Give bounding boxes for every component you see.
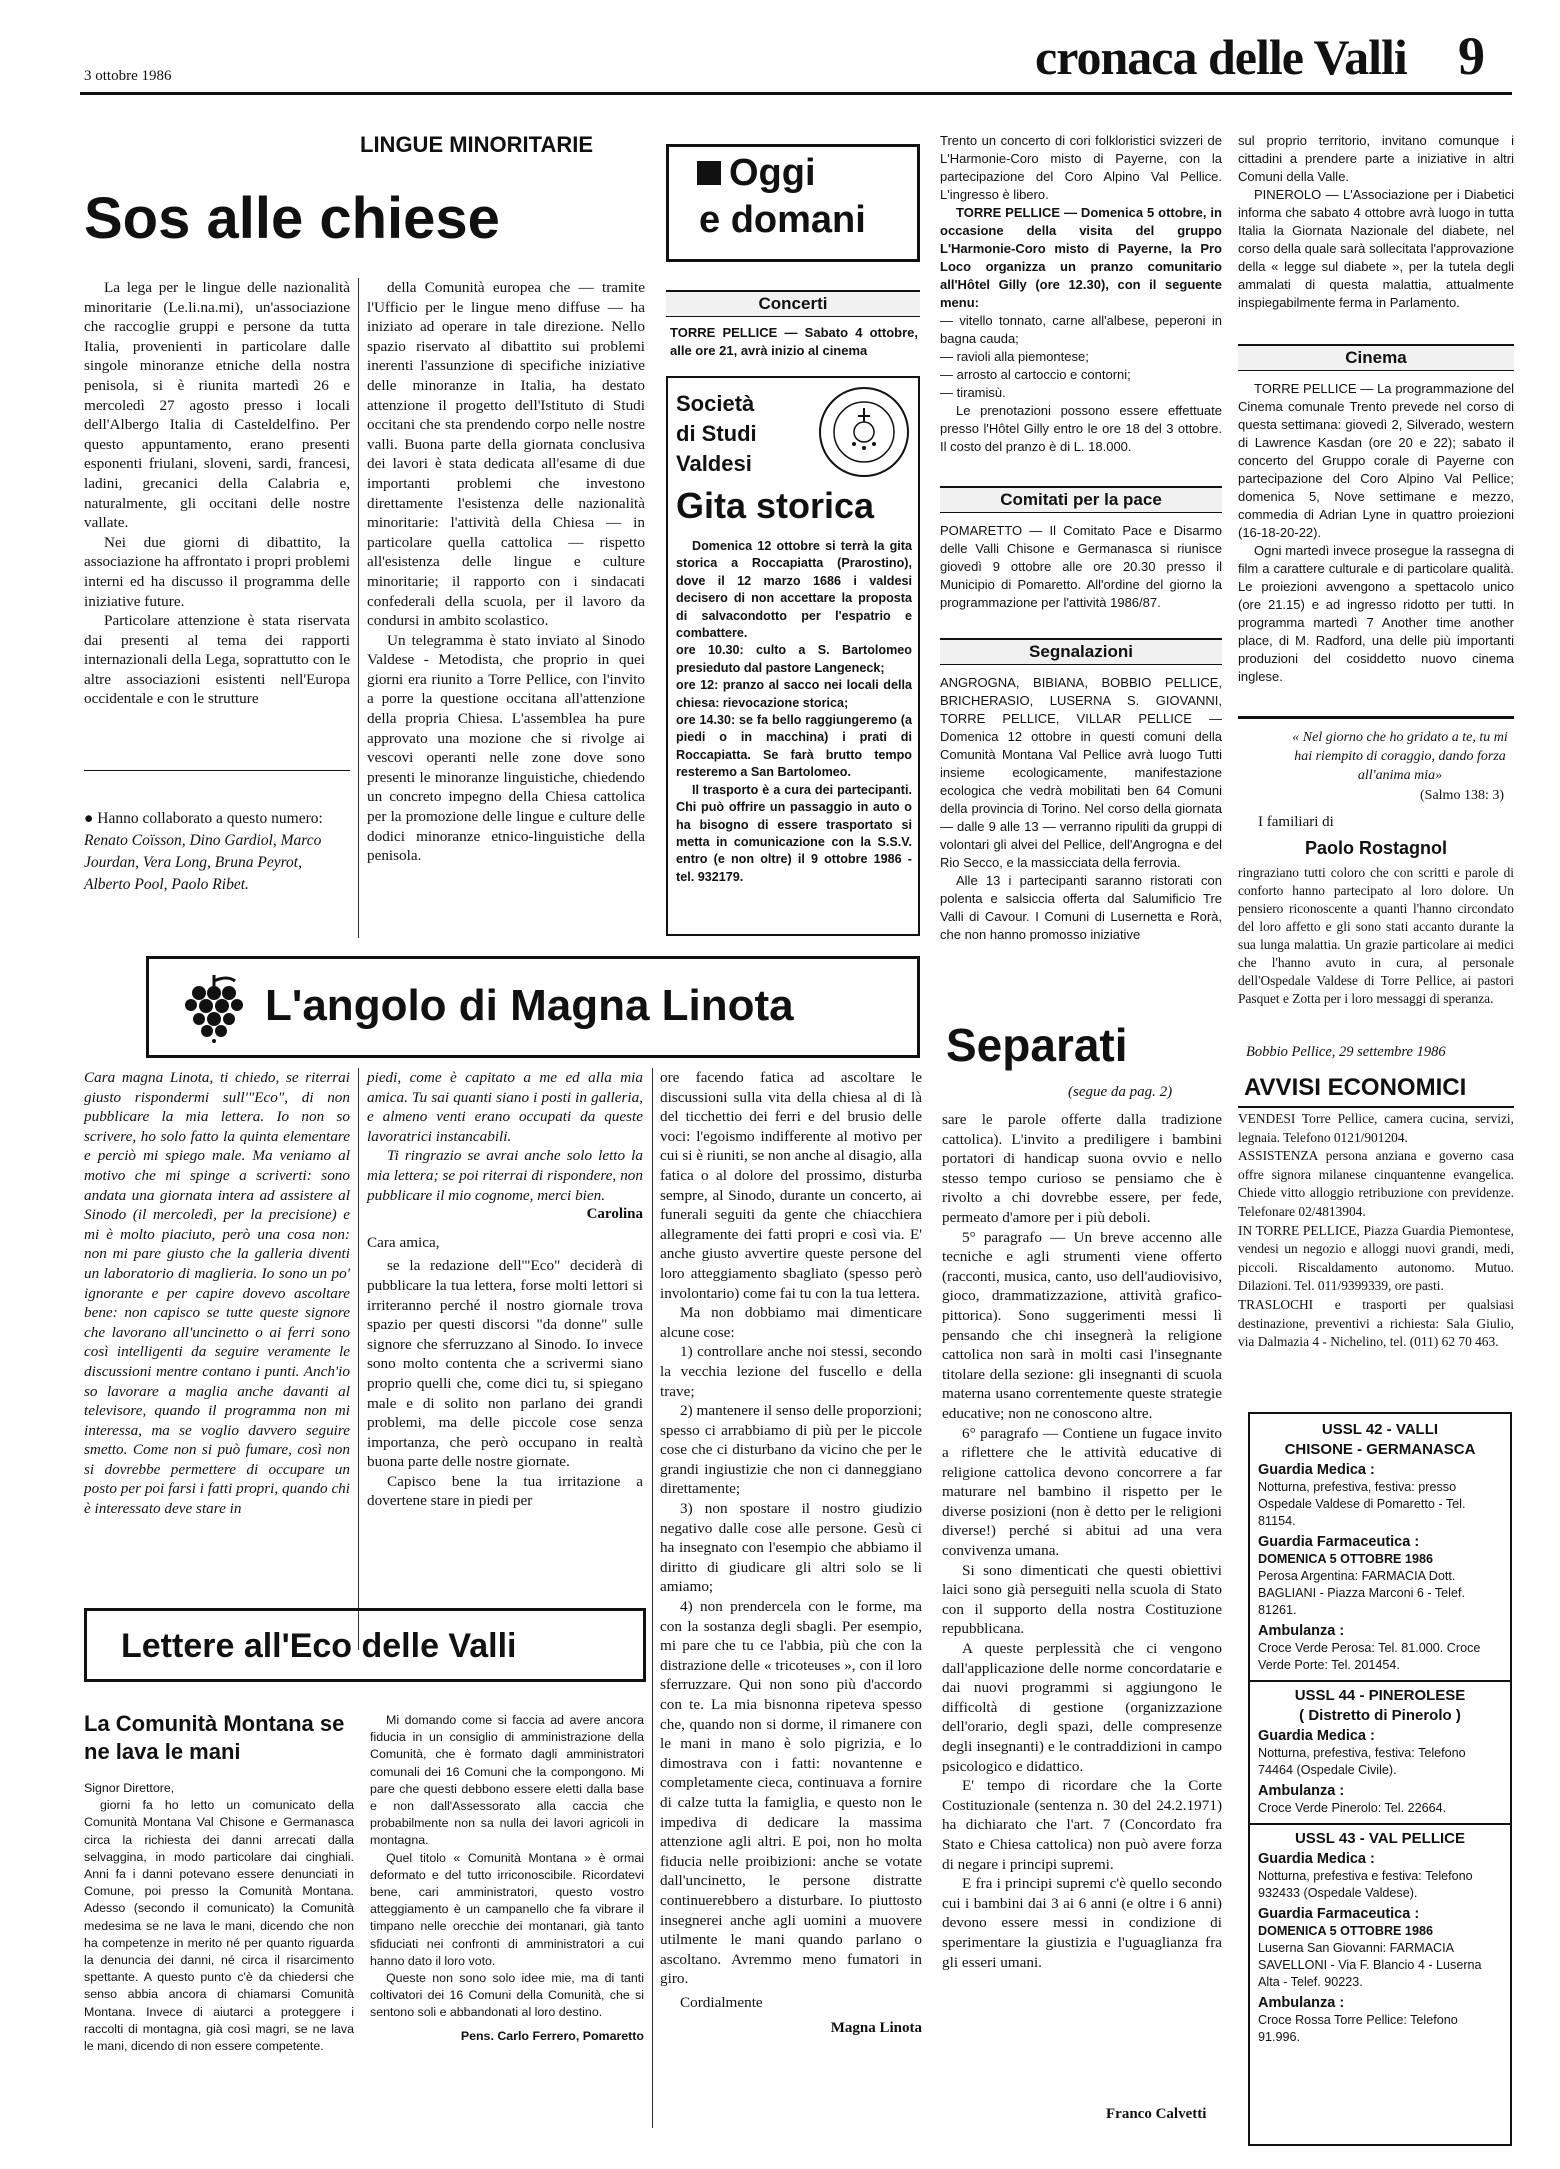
cinema-p2: Ogni martedì invece prosegue la rassegna di film a carattere culturale e di particolare qualità. Le proiezioni avvengono a spettacolo unico (ore 21.15) e ad ingresso ridotto per tutti. In programma martedì 7 Another time another place, di M. Radford, una delle più importanti produzioni del cosiddetto nuovo cinema inglese. [1238, 543, 1514, 684]
segnalazioni-text [940, 674, 1222, 944]
gita-text [676, 538, 912, 886]
col5-top [1238, 132, 1514, 312]
avvisi-rule [1238, 1106, 1514, 1108]
reply-list-2: 2) mantenere il senso delle proporzioni; spesso ci arrabbiamo di più per le piccole cose che ci disturbano da vicino che per le grandi ingiustizie che non ci danneggiano direttamente; [660, 1402, 922, 1498]
page-number: 9 [1458, 26, 1485, 86]
ussl44-amb-head: Ambulanza : [1258, 1783, 1345, 1799]
lingue-col-divider [358, 278, 359, 938]
lingue-col2-p2: Un telegramma è stato inviato al Sinodo Valdese - Metodista, che proprio in quei giorni era riunito a Torre Pellice, con l'invito a porre la questione occitana all'attenzione della propria Chiesa. L'assemblea ha pure approvato una mozione che si rivolge ai vescovi operanti nelle zone dove sono presenti le minoranze linguistiche, chiedendo un concreto impegno della Chiesa cattolica per la promozione delle lingue e culture delle dodici minoranze etnico-linguistiche della penisola. [367, 631, 645, 865]
oggi-title-2: e domani [699, 199, 866, 241]
square-bullet-icon [697, 161, 721, 185]
ussl44-gm: Notturna, prefestiva, festiva: Telefono 74464 (Ospedale Civile). [1258, 1746, 1466, 1777]
comunita-p1: giorni fa ho letto un comunicato della Comunità Montana Val Chisone e Germanasca circa la richiesta dei danni arrecati dalla selvaggina, in modo particolare dai cinghiali. Anni fa i danni potevano essere denunciati in Comune, poi presso la Comunità Montana. Adesso (secondo il comunicato) la Comunità medesima se ne lava le mani, dicendo che non ha competenze in merito né per quanto riguarda la denuncia dei danni, né circa il risarcimento spettante. A questo punto c'è da chiedersi che senso abbia ancora di chiamarsi Comunità Montana. Invece di aiutarci a proteggere i raccolti di montagna, già così magri, se ne lava le mani, dicendo di non essere competente. [84, 1798, 354, 2054]
reply-list-1: 1) controllare anche noi stessi, secondo la vecchia lezione del fuscello e della trave; [660, 1343, 922, 1400]
ussl44-title-2: ( Distretto di Pinerolo ) [1299, 1707, 1461, 1724]
gita-sched-1: ore 10.30: culto a S. Bartolomeo presieduto dal pastore Langeneck; [676, 643, 912, 675]
angolo-box [146, 956, 920, 1058]
page-date: 3 ottobre 1986 [84, 68, 172, 84]
menu-1: — vitello tonnato, carne all'albese, peperoni in bagna cauda; [940, 313, 1222, 346]
letter-col-1: Cara magna Linota, ti chiedo, se riterrai giusto rispondermi sull'"Eco", di non pubblicare la mia lettera. Io non so scrivere, ho solo fatto la quinta elementare e perciò mi spiego male. Ma veniamo al motivo che mi spinge a scriverti: sono andata una giornata intera ad assistere al Sinodo (il mercoledì, per la precisione) e mi è molto piaciuto, però una cosa non: non mi pare giusto che la galleria diventi un laboratorio di maglieria. Io sono un po' ignorante e per capire dovevo ascoltare bene: non capisco se tutte queste signore che lavorano all'uncinetto o ai ferri sono così intelligenti da seguire veramente le discussioni mentre contano i punti. Anch'io so lavorare a maglia anche davanti al televisore, quando il programma non mi interessa, ma se voglio davvero seguire smetto. Come non si può fumare, così non si dovrebbe permettere di occupare un posto per poi farsi i fatti propri, quando chi è interessato deve stare in [84, 1069, 350, 1518]
separati-p2: 5° paragrafo — Un breve accenno alle tecniche e agli strumenti viene offerto (racconti, musica, canto, uso dell'audiovisivo, gioco, drammatizzazione, attività grafico-pittorica). Sono suggerimenti messi lì pensando che chi insegnerà la religione cattolica non sarà in molti casi l'insegnante titolare della sezione: gli insegnanti di scuola materna usano correntemente queste strategie educative; non ne conoscono altre. [942, 1228, 1222, 1422]
ussl44-amb: Croce Verde Pinerolo: Tel. 22664. [1258, 1801, 1447, 1815]
separati-seguito: (segue da pag. 2) [1068, 1084, 1173, 1100]
torre-pellice-pranzo: TORRE PELLICE — Domenica 5 ottobre, in occasione della visita del gruppo L'Harmonie-Coro misto di Payerne, la Pro Loco organizza un pranzo comunitario all'Hôtel Gilly (ore 12.30), con il seguente menu: [940, 205, 1222, 310]
necro-quote: « Nel giorno che ho gridato a te, tu mi hai riempito di coraggio, dando forza all'anima mia» [1292, 730, 1508, 783]
avviso-1: VENDESI Torre Pellice, camera cucina, servizi, legnaia. Telefono 0121/901204. [1238, 1111, 1514, 1145]
ussl42-gf-date: DOMENICA 5 OTTOBRE 1986 [1258, 1552, 1433, 1566]
ussl44-gm-head: Guardia Medica : [1258, 1728, 1375, 1744]
separati-text [942, 1110, 1222, 1972]
ussl42-gf: Perosa Argentina: FARMACIA Dott. BAGLIANI - Piazza Marconi 6 - Telef. 81261. [1258, 1569, 1465, 1617]
separati-p6: E' tempo di ricordare che la Corte Costituzionale (sentenza n. 30 del 24.2.1971) ha dichiarato che l'art. 7 (Concordato fra Stato e Chiesa cattolica) non può avere forza di negare i principi supremi. [942, 1777, 1222, 1873]
comitati-header: Comitati per la pace [940, 486, 1222, 513]
lingue-col1-p3: Particolare attenzione è stata riservata dai presenti al tema dei rapporti internazionali della Lega, soprattutto con le altre associazioni esistenti nell'Europa occidentale e con le strutture [84, 612, 350, 708]
necro-name: Paolo Rostagnol [1304, 838, 1447, 858]
ussl42-title-1: USSL 42 - VALLI [1321, 1421, 1439, 1438]
lingue-title: Sos alle chiese [84, 186, 500, 251]
separati-author: Franco Calvetti [1106, 2106, 1207, 2122]
reply-opening: Cara amica, [367, 1233, 440, 1251]
grapes-icon [179, 971, 249, 1043]
reply-signature: Magna Linota [830, 2019, 922, 2036]
ussl-box [1248, 1412, 1512, 2146]
angolo-divider-1 [358, 1068, 359, 1650]
oggi-title-1: Oggi [729, 152, 816, 194]
reply-closing: Cordialmente [680, 1993, 763, 2011]
menu-2: — ravioli alla piemontese; [940, 349, 1089, 364]
ussl44-title-1: USSL 44 - PINEROLESE [1294, 1687, 1466, 1704]
separati-p3: 6° paragrafo — Contiene un fugace invito a riflettere che le attività educative di religione cattolica devono concorrere a far maturare nel bambino il rispetto per le diverse posizioni (non è detto per le religioni diverse!) perché si abitui ad una vera convivenza umana. [942, 1424, 1222, 1560]
comitati-text: POMARETTO — Il Comitato Pace e Disarmo delle Valli Chisone e Germanasca si riunisce giovedì 9 ottobre alle ore 20.30 presso il Municipio di Pomaretto. All'ordine del giorno la programmazione per l'attività 1986/87. [940, 523, 1222, 610]
societa-line-1: Società [676, 391, 755, 416]
necro-intro: I familiari di [1258, 814, 1334, 830]
gita-title: Gita storica [676, 485, 875, 526]
necro-rule [1238, 716, 1514, 719]
separati-p1: sare le parole offerte dalla tradizione cattolica). L'invito a prediligere i bambini portatori di handicap suona ovvio e nello stesso tempo curioso se pensiamo che è rivolto a chi dovrebbe essere, per fede, permeato d'amore per i più deboli. [942, 1111, 1222, 1226]
letter-col-2 [367, 1068, 643, 1511]
lingue-col1-p1: La lega per le lingue delle nazionalità minoritarie (Le.li.na.mi), un'associazione che raccoglie gruppi e persone da tutta Italia, provenienti in particolare dalle singole minoranze etniche della nostra penisola, si è riunita martedì 26 e mercoledì 27 agosto presso i locali dell'Albergo Italia di Casteldelfino. Per questo appuntamento, erano presenti esponenti friulani, sloveni, sardi, francesi, ladini, grecanici della Calabria e, naturalmente, gli occitani delle nostre vallate. [84, 279, 350, 532]
concerti-header: Concerti [666, 290, 920, 317]
lingue-kicker: LINGUE MINORITARIE [360, 132, 594, 157]
cinema-p1: TORRE PELLICE — La programmazione del Cinema comunale Trento prevede nel corso di questa settimana: giovedì 2, Silverado, western di Lawrence Kasdan (ore 20 e 22); sabato il concerto del Gruppo corale di Payerne con partecipazione del Coro Alpino Val Pellice; domenica 5, Nove settimane e mezzo, commedia di Adrian Lyne in quattro proiezioni (16-18-20-22). [1238, 381, 1514, 540]
reply-col3-p1: ore facendo fatica ad ascoltare le discussioni sulla vita della chiesa al di là del ticchettio dei ferri e del brusio delle voci: l'egoismo indifferente al motivo per cui si è riuniti, se non anche al disagio, alla fatica o al dolore del prossimo, disturba sempre, al Sinodo, durante un concerto, ai funerali seguiti da gente che chiacchiera allegramente dei fatti propri e così via. E' anche giusto avvertire queste persone del loro atteggiamento sbagliato (spesso però involontario) come fai tu con la tua lettera. [660, 1069, 922, 1302]
separati-title: Separati [946, 1019, 1128, 1071]
cinema-text [1238, 380, 1514, 686]
collab-names: Renato Coïsson, Dino Gardiol, Marco Jourdan, Vera Long, Bruna Peyrot, Alberto Pool, Paolo Ribet. [84, 832, 322, 893]
avvisi-title: AVVISI ECONOMICI [1244, 1074, 1467, 1101]
comunita-p2: Mi domando come si faccia ad avere ancora fiducia in un consiglio di amministrazione della Comunità, che è formato dagli amministratori comunali dei 16 Comuni che la compongono. Mi pare che questi debbono essere eletti dalla base e non dall'Assessorato alla caccia che probabilmente non sa nulla dei lavori agricoli in montagna. [370, 1713, 644, 1848]
society-seal-icon [818, 386, 910, 478]
separati-p4: Si sono dimenticati che questi obiettivi laici sono già perseguiti nella scuola di Stato con il supporto della nostra Costituzione repubblicana. [942, 1561, 1222, 1638]
separati-p5: A queste perplessità che ci vengono dall'applicazione delle norme concordatarie e dai nuovi programmi si aggiungono le difficoltà di gestione (organizzazione dell'orario, degli spazi, delle compresenze degli insegnanti) e le contraddizioni in campo psicologico e didattico. [942, 1640, 1222, 1775]
collab-lead: Hanno collaborato a questo numero: [97, 810, 323, 827]
reply-p1: se la redazione dell'"Eco" deciderà di pubblicare la tua lettera, forse molti lettori si irriteranno perché il nostro giornale trova spazio per questi discorsi "da donne" sulle signore che sferruzzano al Sinodo. Io invece sono molto contenta che a scrivermi siano proprio quelli che, come dici tu, si spiegano male e di solito non parlano dei grandi problemi, ma delle piccole cose senza importanza, che però occupano in realtà buona parte delle nostre giornate. [367, 1257, 643, 1471]
letter-col2-p2: Ti ringrazio se avrai anche solo letto la mia lettera; se poi riterrai di rispondere, non pubblicare il mio cognome, merci bien. [367, 1147, 643, 1204]
collab-note [84, 808, 350, 896]
bullet-icon: ● [84, 810, 98, 827]
ussl43-gf-head: Guardia Farmaceutica : [1258, 1906, 1420, 1922]
comunita-p3: Quel titolo « Comunità Montana » è ormai deformato e del tutto irriconoscibile. Ricordatevi bene, cari amministratori, questo vostro atteggiamento è un campanello che fa vibrare il timpano nelle orecchie dei montanari, già tanto sfiduciati nei confronti di amministratori a cui hanno dato il loro voto. [370, 1850, 644, 1968]
col4-top [940, 132, 1222, 456]
societa-line-3: Valdesi [676, 451, 752, 476]
menu-4: — tiramisù. [940, 385, 1006, 400]
segnalazioni-header: Segnalazioni [940, 638, 1222, 665]
gita-sched-3: ore 14.30: se fa bello raggiungeremo (a piedi o in macchina) i prati di Roccapiatta. Se farà brutto tempo resteremo a San Bartolomeo. [676, 713, 912, 780]
reply-list-4: 4) non prendercela con le forme, ma con la sostanza degli sbagli. Per esempio, mi pare che tu ce l'abbia, più che con la distrazione delle « tricoteuses », con il loro sferruzzare. Qui non sono più d'accordo con te. La mia bisnonna ripeteva spesso che, quando non si dorme, il rimanere con le mani in mano è solo pigrizia, e lo dimostrava con i fatti: novantenne e completamente cieca, continuava a fornire di calze tutta la famiglia, e questo non le impediva di dedicare la massima attenzione agli altri. E poi, non ho molta fiducia nelle proibizioni: anche se votate dall'uncinetto, le persone distratte continuerebbero a disturbare. Io piuttosto insegnerei anche agli uomini a muovere utilmente le mani quando parlano o ascoltano. Avremmo meno fumatori in giro. [660, 1598, 922, 1988]
lingue-col-1 [84, 278, 350, 709]
ussl43-gf: Luserna San Giovanni: FARMACIA SAVELLONI - Via F. Blancio 4 - Luserna Alta - Telef. 90223. [1258, 1941, 1482, 1989]
reply-col-3 [660, 1068, 922, 2038]
col5-cont: sul proprio territorio, invitano comunque i cittadini a prendere parte a iniziative in altri Comuni della Valle. [1238, 133, 1514, 184]
cinema-header: Cinema [1238, 344, 1514, 371]
ussl43-gm: Notturna, prefestiva e festiva: Telefono 932433 (Ospedale Valdese). [1258, 1869, 1473, 1900]
comunita-col-2 [370, 1712, 644, 2045]
comunita-p4: Queste non sono solo idee mie, ma di tanti coltivatori dei 16 Comuni della Comunità, che si sentono soli e abbandonati al loro destino. [370, 1971, 644, 2020]
societa-box [666, 376, 920, 936]
lingue-col-2 [367, 278, 645, 866]
letter-col2-p1: piedi, come è capitato a me ed alla mia amica. Tu sai quanti siano i posti in galleria, e almeno venti erano occupati da queste lavoratrici instancabili. [367, 1069, 643, 1145]
oggi-box [666, 144, 920, 262]
menu-3: — arrosto al cartoccio e contorni; [940, 367, 1131, 382]
ussl42-title-2: CHISONE - GERMANASCA [1284, 1441, 1476, 1458]
comunita-salutation: Signor Direttore, [84, 1781, 175, 1795]
ussl42-gf-head: Guardia Farmaceutica : [1258, 1534, 1420, 1550]
gita-p2: Il trasporto è a cura dei partecipanti. Chi può offrire un passaggio in auto o ha bisogno di essere trasportato si metta in comunicazione con la S.S.V. entro (e non oltre) il 9 ottobre 1986 - tel. 932179. [676, 782, 912, 884]
concerto-cont: Trento un concerto di cori folkloristici svizzeri de L'Harmonie-Coro misto di Payerne, con la partecipazione del Coro Alpino Val Pellice. L'ingresso è libero. [940, 133, 1222, 202]
ussl42-gm: Notturna, prefestiva, festiva: presso Ospedale Valdese di Pomaretto - Tel. 81154. [1258, 1480, 1466, 1528]
reply-col3-p2: Ma non dobbiamo mai dimenticare alcune cose: [660, 1304, 922, 1341]
lettere-title: Lettere all'Eco delle Valli [121, 1627, 517, 1665]
pinerolo-diabetici: PINEROLO — L'Associazione per i Diabetici informa che sabato 4 ottobre avrà luogo in tutta Italia la Giornata Nazionale del diabete, nel corso della quale sarà sollecitata l'approvazione della « legge sul diabete », per la tutela degli ammalati di questa malattia, attualmente inspiegabilmente ferma in Parlamento. [1238, 187, 1514, 310]
ussl42-gm-head: Guardia Medica : [1258, 1462, 1375, 1478]
masthead: cronaca delle Valli [1035, 29, 1407, 85]
angolo-divider-2 [652, 1068, 653, 2128]
avvisi-list [1238, 1110, 1514, 1352]
necro-text: ringraziano tutti coloro che con scritti e parole di conforto hanno partecipato al loro dolore. Un pensiero riconoscente a quanti l'hanno circondato del loro affetto e gli sono stati accanto durante la sua lunga malattia. Un grazie particolare ai medici che l'hanno avuto in cura, al personale dell'Ospedale Valdese di Torre Pellice, ai pastori Pasquet e Zotta per i loro messaggi di speranza. [1238, 865, 1514, 1006]
lingue-col2-p1: della Comunità europea che — tramite l'Ufficio per le lingue meno diffuse — ha iniziato ad operare in tale direzione. Nello spazio riservato al dibattito sui problemi inerenti l'assunzione di specifiche iniziative delle minoranze in Italia, ha destato attenzione il progetto dell'Istituto di Studi occitani che sta prendendo corpo nelle nostre valli. Buona parte della giornata conclusiva dei lavori è stata dedicata all'esame di due importanti problemi che investono direttamente l'esistenza delle nazionalità minoritarie: l'attività della Chiesa — in particolare quella cattolica — rispetto all'esistenza delle lingue e culture minoritarie; il rapporto con i sindacati confederali della scuola, per il lavoro da condursi in ambito scolastico. [367, 279, 645, 630]
concerti-text: TORRE PELLICE — Sabato 4 ottobre, alle ore 21, avrà inizio al cinema [670, 325, 918, 358]
ussl42-amb: Croce Verde Perosa: Tel. 81.000. Croce Verde Porte: Tel. 201454. [1258, 1641, 1481, 1672]
segnalazioni-p1: ANGROGNA, BIBIANA, BOBBIO PELLICE, BRICHERASIO, LUSERNA S. GIOVANNI, TORRE PELLICE, VILLAR PELLICE — Domenica 12 ottobre in questi comuni della Comunità Montana Val Pellice avrà luogo Tutti insieme ecologicamente, manifestazione ecologica che vedrà mobilitati ben 64 Comuni della provincia di Torino. Nel corso della giornata — dalle 9 alle 13 — verranno ripuliti da gruppi di volontari gli alvei del Pellice, dell'Angrogna e del Rio Secco, e la massicciata della ferrovia. [940, 675, 1222, 870]
reply-list-3: 3) non spostare il nostro giudizio negativo dalle cose alle persone. Gesù ci ha insegnato con l'esempio che abbiamo il diritto di giudicare gli altri solo se li amiamo; [660, 1500, 922, 1596]
gita-p1: Domenica 12 ottobre si terrà la gita storica a Roccapiatta (Prarostino), dove il 12 marzo 1686 i valdesi decisero di non accettare la proposta di salvacondotto per l'espatrio e combattere. [676, 539, 912, 641]
reply-p2: Capisco bene la tua irritazione a dovertene stare in piedi per [367, 1472, 643, 1510]
ussl43-title: USSL 43 - VAL PELLICE [1294, 1830, 1466, 1847]
header-rule [80, 92, 1512, 95]
comunita-col-1 [84, 1780, 354, 2055]
angolo-title: L'angolo di Magna Linota [265, 981, 794, 1030]
collab-rule [84, 770, 350, 771]
prenotazioni: Le prenotazioni possono essere effettuate presso l'Hôtel Gilly entro le ore 18 del 3 ottobre. Il costo del pranzo è di L. 18.000. [940, 403, 1222, 454]
gita-sched-2: ore 12: pranzo al sacco nei locali della chiesa: rievocazione storica; [676, 678, 912, 710]
avviso-3: IN TORRE PELLICE, Piazza Guardia Piemontese, vendesi un negozio e alloggi nuovi grandi, medi, piccoli. Riscaldamento autonomo. Mutuo. Dilazioni. Tel. 011/9399339, ore pasti. [1238, 1222, 1514, 1294]
necro-ref: (Salmo 138: 3) [1420, 788, 1504, 803]
lettere-box [84, 1608, 646, 1682]
ussl42-amb-head: Ambulanza : [1258, 1623, 1345, 1639]
letter-signature: Carolina [586, 1206, 643, 1223]
ussl43-amb: Croce Rossa Torre Pellice: Telefono 91.996. [1258, 2013, 1458, 2044]
segnalazioni-p2: Alle 13 i partecipanti saranno ristorati con polenta e salsiccia offerta dal Salumificio Tre Valli di Cavour. I Comuni di Lusernetta e Rorà, che non hanno promosso iniziative [940, 873, 1222, 942]
societa-line-2: di Studi [676, 421, 757, 446]
ussl43-gm-head: Guardia Medica : [1258, 1851, 1375, 1867]
avviso-4: TRASLOCHI e trasporti per qualsiasi destinazione, preventivi a richiesta: Sala Giulio, via Dalmazia 4 - Nichelino, tel. (011) 62 70 463. [1238, 1296, 1514, 1350]
ussl43-amb-head: Ambulanza : [1258, 1995, 1345, 2011]
ussl43-gf-date: DOMENICA 5 OTTOBRE 1986 [1258, 1924, 1433, 1938]
separati-p7: E fra i principi supremi c'è quello secondo cui i bambini dai 3 ai 6 anni (e oltre i 6 anni) devono essere messi in condizione di sperimentare la giustizia e l'uguaglianza fra gli esseri umani. [942, 1875, 1222, 1971]
avviso-2: ASSISTENZA persona anziana e governo casa offre signora milanese cinquantenne evangelica. Chiede vitto alloggio retribuzione con previdenze. Telefonare 02/4813904. [1238, 1148, 1514, 1219]
comunita-title: La Comunità Montana se ne lava le mani [84, 1711, 345, 1764]
necro-date: Bobbio Pellice, 29 settembre 1986 [1246, 1044, 1446, 1060]
comunita-signature: Pens. Carlo Ferrero, Pomaretto [460, 2028, 644, 2043]
lingue-col1-p2: Nei due giorni di dibattito, la associazione ha affrontato i propri problemi interni ed ha discusso il programma delle iniziative future. [84, 533, 350, 610]
